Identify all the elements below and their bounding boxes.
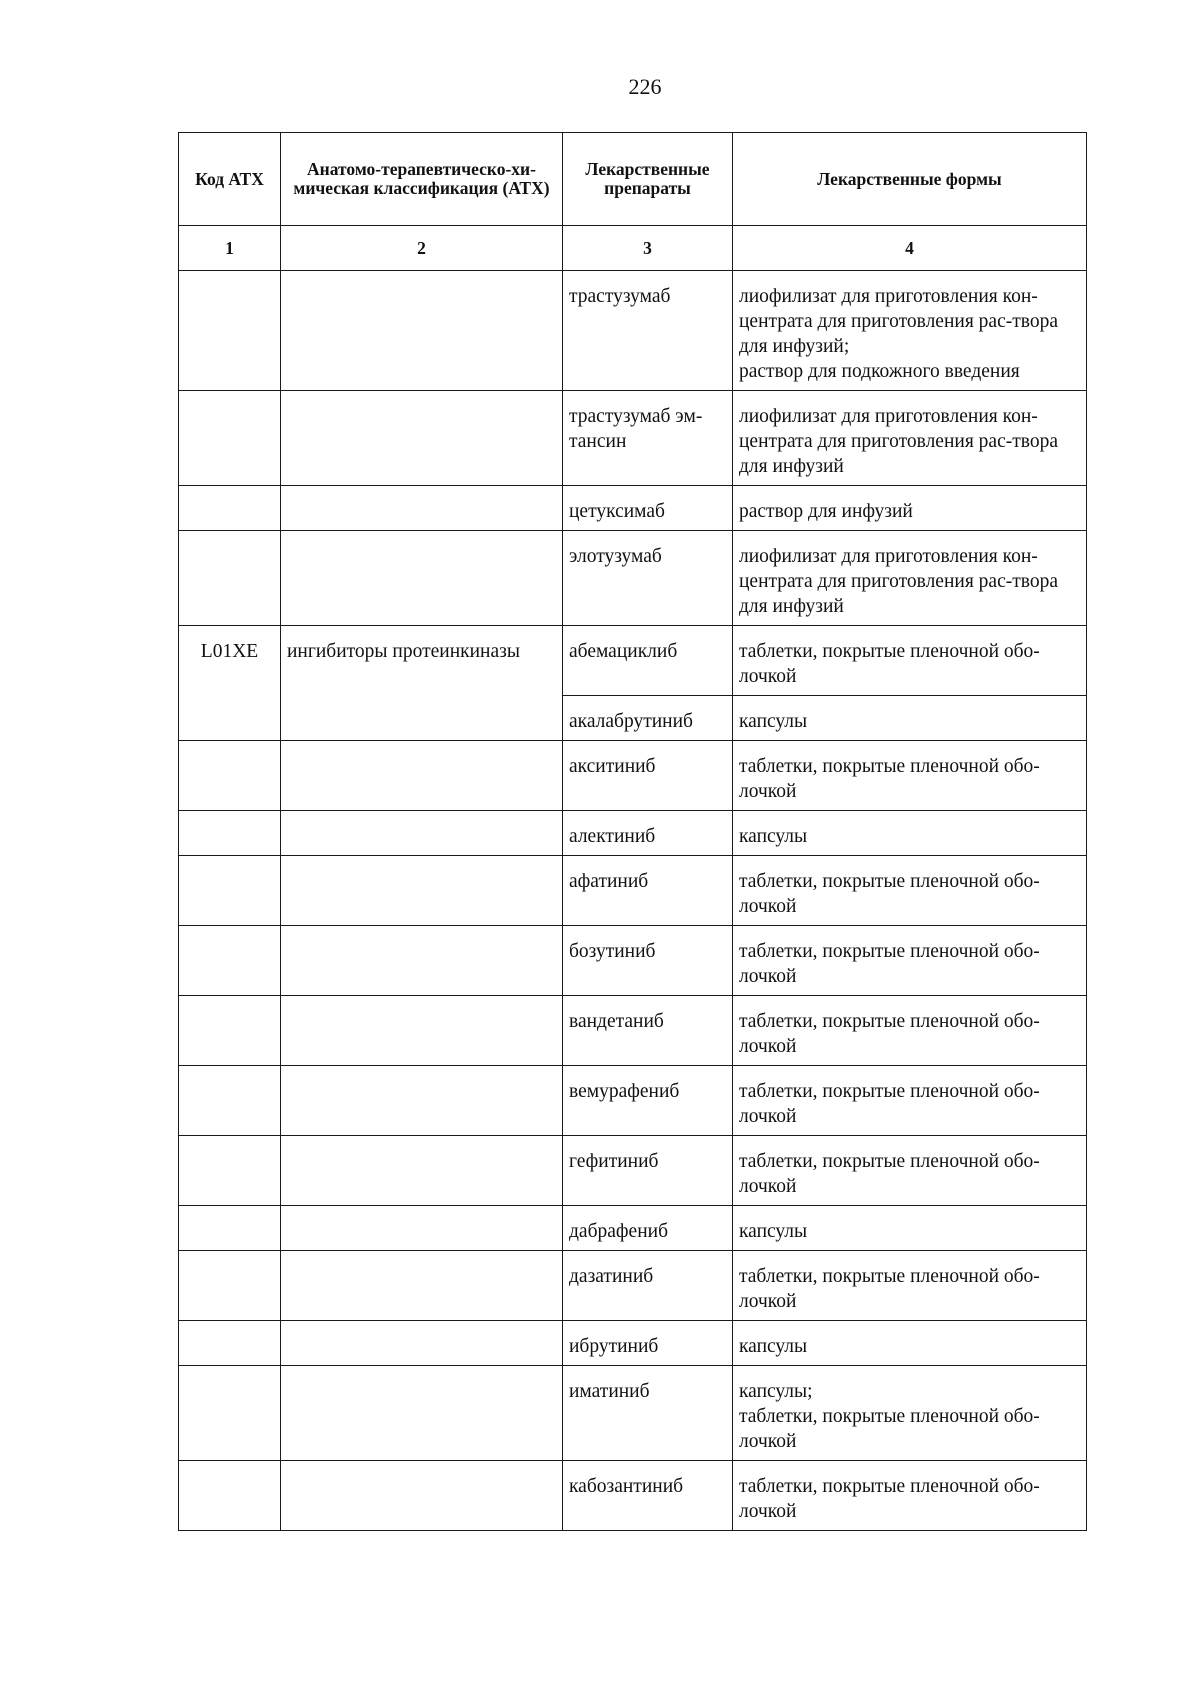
dosage-form-line: таблетки, покрытые пленочной обо-лочкой — [739, 941, 1040, 987]
atx-classification-cell — [281, 1461, 563, 1531]
dosage-form-line: капсулы — [739, 1221, 808, 1242]
dosage-forms-cell — [733, 996, 1087, 1066]
drug-name-cell: акситиниб — [563, 741, 733, 811]
column-number-4: 4 — [733, 226, 1087, 271]
atx-classification-cell — [281, 391, 563, 486]
column-number-1: 1 — [179, 226, 281, 271]
dosage-forms-cell — [733, 926, 1087, 996]
dosage-forms-cell — [733, 741, 1087, 811]
drug-name-cell: иматиниб — [563, 1366, 733, 1461]
dosage-forms-cell — [733, 391, 1087, 486]
drug-name-cell: ибрутиниб — [563, 1321, 733, 1366]
table-row — [179, 1251, 1087, 1321]
column-number-row — [179, 226, 1087, 271]
drug-name-cell: афатиниб — [563, 856, 733, 926]
table-row — [179, 1366, 1087, 1461]
drug-name-cell: акалабрутиниб — [563, 696, 733, 741]
drug-name-cell: дазатиниб — [563, 1251, 733, 1321]
table-row — [179, 1136, 1087, 1206]
header-drugs: Лекарственные препараты — [563, 133, 733, 226]
dosage-form-line: капсулы; — [739, 1381, 813, 1402]
atx-classification-cell — [281, 1066, 563, 1136]
dosage-form-line: лиофилизат для приготовления кон-центрата для приготовления рас-твора для инфузий — [739, 406, 1058, 477]
dosage-forms-cell — [733, 856, 1087, 926]
dosage-form-line: таблетки, покрытые пленочной обо-лочкой — [739, 871, 1040, 917]
drug-name-cell: абемациклиб — [563, 626, 733, 696]
atx-code-cell — [179, 996, 281, 1066]
atx-classification-cell — [281, 856, 563, 926]
dosage-forms-cell — [733, 271, 1087, 391]
atx-code-cell — [179, 856, 281, 926]
atx-code-cell — [179, 741, 281, 811]
atx-code-cell — [179, 1251, 281, 1321]
atx-classification-cell — [281, 811, 563, 856]
table-row — [179, 1066, 1087, 1136]
table-row — [179, 531, 1087, 626]
atx-classification-cell — [281, 996, 563, 1066]
drug-name-cell: вемурафениб — [563, 1066, 733, 1136]
header-row — [179, 133, 1087, 226]
dosage-forms-cell — [733, 531, 1087, 626]
drug-name-cell: кабозантиниб — [563, 1461, 733, 1531]
dosage-form-line: таблетки, покрытые пленочной обо-лочкой — [739, 1476, 1040, 1522]
atx-code-cell — [179, 486, 281, 531]
drug-name-cell: бозутиниб — [563, 926, 733, 996]
dosage-form-line: раствор для инфузий — [739, 501, 913, 522]
dosage-form-line: лиофилизат для приготовления кон-центрата для приготовления рас-твора для инфузий; — [739, 286, 1058, 357]
atx-classification-cell — [281, 271, 563, 391]
atx-code-cell — [179, 391, 281, 486]
atx-classification-cell — [281, 741, 563, 811]
atx-classification-cell — [281, 1206, 563, 1251]
table-row — [179, 1321, 1087, 1366]
table-row — [179, 271, 1087, 391]
header-code: Код АТХ — [179, 133, 281, 226]
dosage-forms-cell — [733, 1461, 1087, 1531]
drug-name-cell: гефитиниб — [563, 1136, 733, 1206]
dosage-forms-cell — [733, 1066, 1087, 1136]
atx-code-cell — [179, 811, 281, 856]
table-row — [179, 996, 1087, 1066]
dosage-form-line: капсулы — [739, 711, 808, 732]
drug-name-cell: трастузумаб — [563, 271, 733, 391]
atx-classification-cell: ингибиторы протеинкиназы — [281, 626, 563, 741]
dosage-form-line: таблетки, покрытые пленочной обо-лочкой — [739, 1406, 1040, 1452]
atx-code-cell — [179, 1366, 281, 1461]
table-row — [179, 626, 1087, 696]
drug-name-cell: элотузумаб — [563, 531, 733, 626]
drug-name-cell: вандетаниб — [563, 996, 733, 1066]
dosage-form-line: таблетки, покрытые пленочной обо-лочкой — [739, 1081, 1040, 1127]
table-row — [179, 741, 1087, 811]
dosage-forms-cell — [733, 1206, 1087, 1251]
drug-name-cell: трастузумаб эм-тансин — [563, 391, 733, 486]
atx-code-cell — [179, 531, 281, 626]
atx-code-cell — [179, 271, 281, 391]
table-row — [179, 391, 1087, 486]
table-row — [179, 926, 1087, 996]
atx-code-cell — [179, 1136, 281, 1206]
dosage-form-line: раствор для подкожного введения — [739, 361, 1020, 382]
drug-name-cell: цетуксимаб — [563, 486, 733, 531]
atx-code-cell: L01XE — [179, 626, 281, 741]
atx-code-cell — [179, 1321, 281, 1366]
header-forms: Лекарственные формы — [733, 133, 1087, 226]
dosage-forms-cell — [733, 1136, 1087, 1206]
page-number: 226 — [628, 74, 662, 99]
table-row — [179, 1206, 1087, 1251]
column-number-2: 2 — [281, 226, 563, 271]
dosage-form-line: капсулы — [739, 826, 808, 847]
dosage-form-line: таблетки, покрытые пленочной обо-лочкой — [739, 1011, 1040, 1057]
atx-code-cell — [179, 1461, 281, 1531]
drug-name-cell: алектиниб — [563, 811, 733, 856]
dosage-form-line: таблетки, покрытые пленочной обо-лочкой — [739, 1151, 1040, 1197]
dosage-form-line: лиофилизат для приготовления кон-центрата для приготовления рас-твора для инфузий — [739, 546, 1058, 617]
atx-table — [178, 132, 1087, 1531]
atx-classification-cell — [281, 1366, 563, 1461]
table-row — [179, 856, 1087, 926]
atx-classification-cell — [281, 1136, 563, 1206]
atx-classification-cell — [281, 926, 563, 996]
atx-classification-cell — [281, 1251, 563, 1321]
dosage-forms-cell — [733, 1321, 1087, 1366]
atx-classification-cell — [281, 486, 563, 531]
dosage-form-line: таблетки, покрытые пленочной обо-лочкой — [739, 641, 1040, 687]
table-row — [179, 1461, 1087, 1531]
atx-code-cell — [179, 926, 281, 996]
dosage-form-line: таблетки, покрытые пленочной обо-лочкой — [739, 1266, 1040, 1312]
dosage-forms-cell — [733, 696, 1087, 741]
dosage-forms-cell — [733, 811, 1087, 856]
atx-classification-cell — [281, 531, 563, 626]
dosage-form-line: таблетки, покрытые пленочной обо-лочкой — [739, 756, 1040, 802]
table-row — [179, 486, 1087, 531]
dosage-forms-cell — [733, 486, 1087, 531]
dosage-forms-cell — [733, 1251, 1087, 1321]
atx-code-cell — [179, 1206, 281, 1251]
dosage-forms-cell — [733, 1366, 1087, 1461]
dosage-forms-cell — [733, 626, 1087, 696]
header-classification: Анатомо-терапевтическо-хи-мическая классификация (АТХ) — [281, 133, 563, 226]
table-row — [179, 811, 1087, 856]
drug-name-cell: дабрафениб — [563, 1206, 733, 1251]
atx-classification-cell — [281, 1321, 563, 1366]
atx-code-cell — [179, 1066, 281, 1136]
dosage-form-line: капсулы — [739, 1336, 808, 1357]
column-number-3: 3 — [563, 226, 733, 271]
